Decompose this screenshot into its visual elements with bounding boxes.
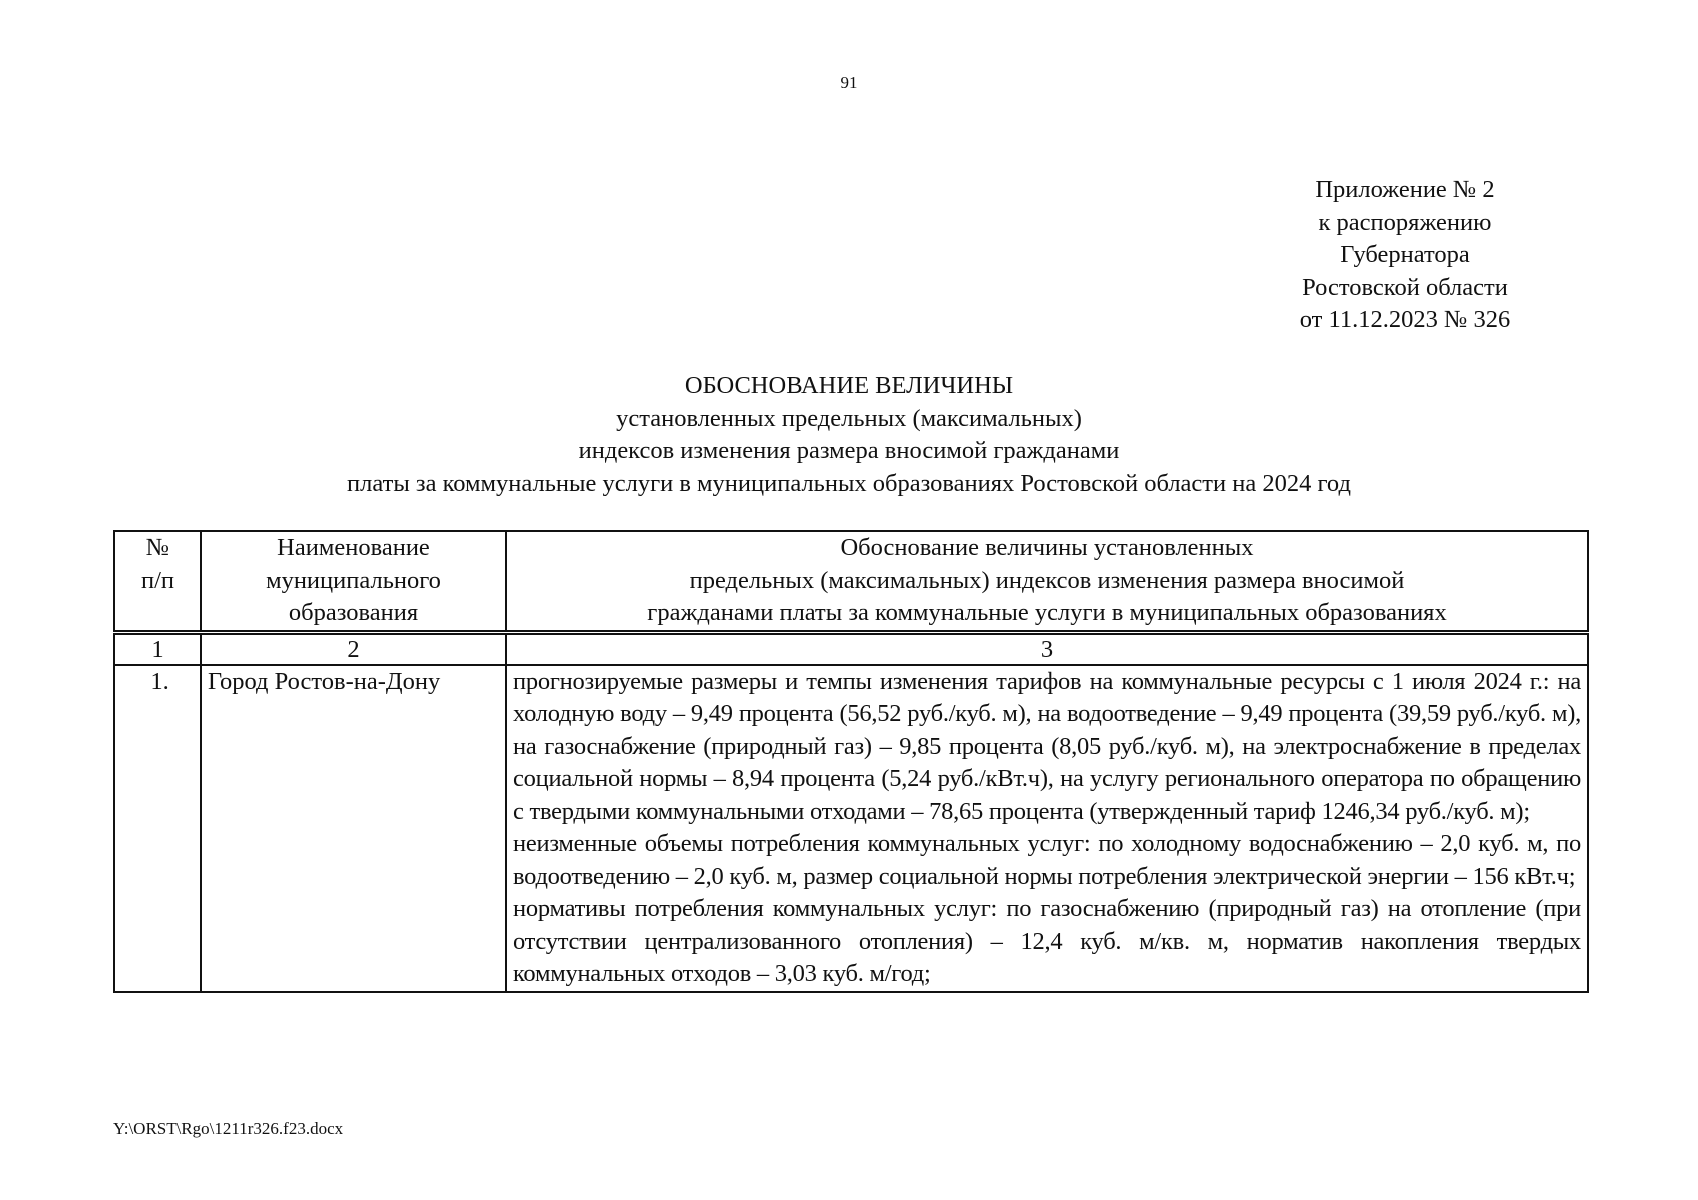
header-municipality [201, 531, 506, 632]
footer-file-path: Y:\ORST\Rgo\1211r326.f23.docx [113, 1119, 344, 1138]
header-line: муниципального [266, 566, 441, 594]
justification-paragraph: прогнозируемые размеры и темпы изменения тарифов на коммунальные ресурсы с 1 июля 2024 г.: на холодную воду – 9,49 процента (56,52 руб./куб. м), на водоотведение – 9,49 процента (39,59 руб./куб. м), на газоснабжение (природный газ) – 9,85 процента (8,05 руб./куб. м), на электроснабжение в пределах социальной нормы – 8,94 процента (5,24 руб./кВт.ч), на услугу регионального оператора по обращению с твердыми коммунальными отходами – 78,65 процента (утвержденный тариф 1246,34 руб./куб. м); [513, 667, 1581, 825]
appendix-line: к распоряжению [1318, 208, 1492, 236]
column-number-row [114, 632, 1588, 665]
header-line: Наименование [277, 534, 430, 561]
table-header-row [114, 531, 1588, 632]
page-number: 91 [840, 73, 858, 92]
document-title [0, 370, 1698, 500]
appendix-block [1270, 174, 1540, 337]
row-justification [506, 665, 1588, 992]
table-row [114, 665, 1588, 992]
justification-paragraph: нормативы потребления коммунальных услуг: по газоснабжению (природный газ) на отопление (при отсутствии централизованного отопления) – 12,4 куб. м/кв. м, норматив накопления твердых коммунальных отходов – 3,03 куб. м/год; [513, 895, 1581, 987]
header-line: № [145, 534, 170, 561]
row-municipality: Город Ростов-на-Дону [201, 665, 506, 992]
column-number: 3 [506, 632, 1588, 665]
appendix-line: Губернатора [1340, 241, 1470, 268]
column-number: 1 [114, 632, 201, 665]
column-number: 2 [201, 632, 506, 665]
appendix-line: Приложение № 2 [1315, 176, 1495, 203]
header-index [114, 531, 201, 632]
header-line: гражданами платы за коммунальные услуги в муниципальных образованиях [647, 599, 1447, 626]
title-line: ОБОСНОВАНИЕ ВЕЛИЧИНЫ [684, 372, 1014, 399]
title-line: платы за коммунальные услуги в муниципальных образованиях Ростовской области на 2024 год [347, 469, 1351, 497]
appendix-line: Ростовской области [1302, 273, 1508, 301]
justification-table [113, 530, 1589, 993]
appendix-line: от 11.12.2023 № 326 [1299, 306, 1511, 333]
header-line: образования [288, 599, 419, 626]
title-line: индексов изменения размера вносимой гражданами [578, 437, 1120, 464]
header-line: п/п [140, 566, 175, 594]
header-line: Обоснование величины установленных [840, 534, 1254, 561]
justification-paragraph: неизменные объемы потребления коммунальных услуг: по холодному водоснабжению – 2,0 куб. м, по водоотведению – 2,0 куб. м, размер социальной нормы потребления электрической энергии – 156 кВт.ч; [513, 830, 1581, 890]
row-index: 1. [114, 665, 201, 992]
title-line: установленных предельных (максимальных) [616, 404, 1082, 432]
header-justification [506, 531, 1588, 632]
header-line: предельных (максимальных) индексов изменения размера вносимой [689, 566, 1405, 594]
